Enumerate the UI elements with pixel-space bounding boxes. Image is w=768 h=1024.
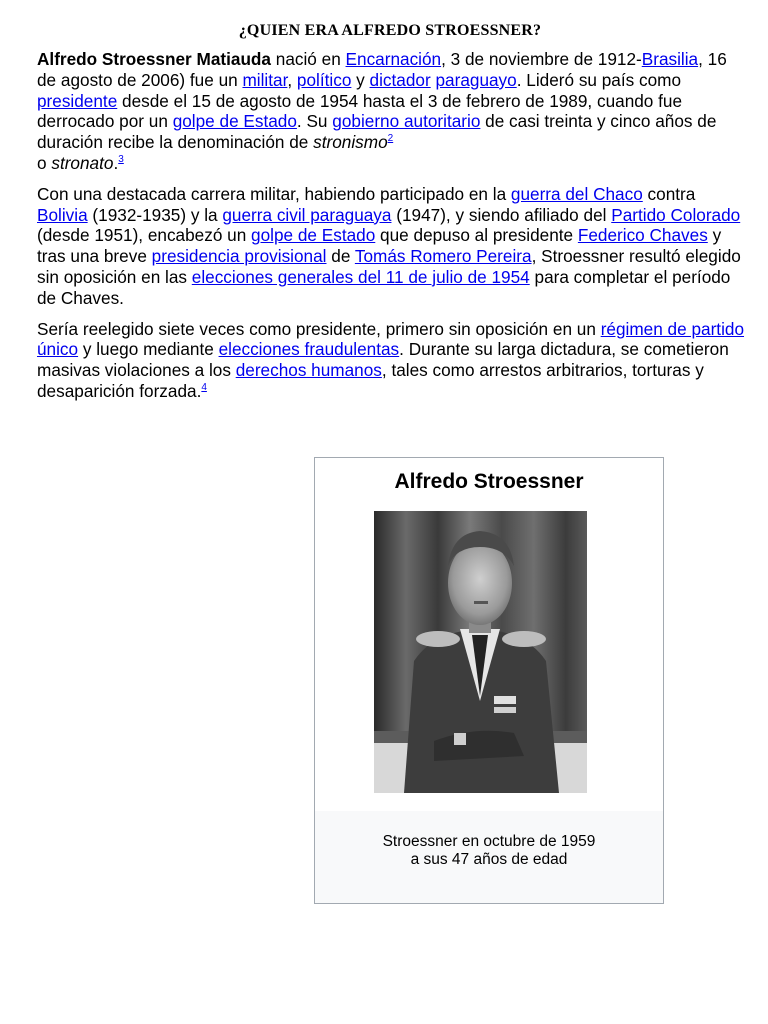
link-encarnacion[interactable]: Encarnación: [345, 49, 442, 69]
link-partido-colorado[interactable]: Partido Colorado: [611, 204, 741, 225]
caption-area: [315, 811, 663, 903]
text: que depuso al presidente: [375, 225, 578, 246]
text: (desde 1951), encabezó un: [37, 225, 252, 246]
text: . Durante su larga dictadura, se cometieron masivas violaciones a los: [37, 339, 729, 381]
text: .: [113, 152, 119, 173]
footnote-3[interactable]: 3: [118, 153, 124, 165]
link-guerra-del-chaco[interactable]: guerra del Chaco: [510, 183, 643, 204]
link-militar[interactable]: militar: [242, 69, 288, 90]
link-elecciones-1954[interactable]: elecciones generales del 11 de julio de 1954: [191, 266, 530, 287]
paragraph-1: [37, 49, 749, 174]
paragraph-2: [37, 184, 749, 309]
text: (1932-1935) y la: [87, 204, 223, 225]
text: Sería reelegido siete veces como presidente, primero sin oposición en un: [37, 318, 601, 339]
text: o: [37, 152, 52, 173]
text: para completar el período de Chaves.: [37, 266, 731, 308]
footnote-2[interactable]: 2: [387, 133, 394, 145]
text: de: [326, 246, 355, 267]
term-stronismo: stronismo: [313, 132, 388, 153]
subject-name: Alfredo Stroessner Matiauda: [37, 49, 271, 69]
footnote-4[interactable]: 4: [201, 381, 207, 393]
link-tomas-romero-pereira[interactable]: Tomás Romero Pereira: [354, 246, 532, 267]
link-regimen-partido-unico[interactable]: régimen de partido único: [37, 318, 745, 360]
link-golpe-de-estado[interactable]: golpe de Estado: [172, 111, 297, 132]
link-politico[interactable]: político: [296, 69, 352, 90]
infobox-title: Alfredo Stroessner: [394, 470, 584, 493]
text: desde el 15 de agosto de 1954 hasta el 3 de febrero de 1989, cuando fue derrocado por un: [37, 90, 683, 132]
link-guerra-civil-paraguaya[interactable]: guerra civil paraguaya: [222, 204, 392, 225]
text: ,: [287, 69, 297, 90]
text: y luego mediante: [78, 339, 219, 360]
link-paraguayo[interactable]: paraguayo: [435, 69, 517, 90]
link-federico-chaves[interactable]: Federico Chaves: [577, 225, 708, 246]
caption-line-1: Stroessner en octubre de 1959: [382, 833, 596, 850]
article-body: [37, 49, 749, 412]
infobox: [314, 457, 664, 904]
paragraph-3: [37, 319, 749, 402]
portrait-photo[interactable]: [374, 511, 587, 793]
photo-caption: [315, 833, 663, 869]
text: de casi treinta y cinco años de duración recibe la denominación de: [37, 111, 717, 153]
term-stronato: stronato: [51, 152, 114, 173]
text: , Stroessner resultó elegido sin oposición en las: [37, 246, 741, 287]
page-title: ¿QUIEN ERA ALFREDO STROESSNER?: [238, 22, 542, 39]
link-bolivia[interactable]: Bolivia: [37, 204, 88, 225]
text: , 3 de noviembre de 1912-: [441, 49, 642, 69]
caption-line-2: a sus 47 años de edad: [410, 851, 568, 868]
link-brasilia[interactable]: Brasilia: [641, 49, 699, 69]
text: Con una destacada carrera militar, habiendo participado en la: [37, 183, 511, 204]
text: . Su: [296, 111, 333, 132]
link-elecciones-fraudulentas[interactable]: elecciones fraudulentas: [218, 339, 400, 360]
link-presidencia-provisional[interactable]: presidencia provisional: [151, 246, 327, 267]
text: (1947), y siendo afiliado del: [391, 204, 612, 225]
text: contra: [642, 183, 696, 204]
link-gobierno-autoritario[interactable]: gobierno autoritario: [332, 111, 481, 132]
link-dictador[interactable]: dictador: [369, 69, 431, 90]
text: nació en: [271, 49, 346, 69]
text: , tales como arrestos arbitrarios, torturas y desaparición forzada.: [37, 360, 704, 401]
link-golpe-de-estado-2[interactable]: golpe de Estado: [251, 225, 376, 246]
text: . Lideró su país como: [516, 69, 682, 90]
text: , 16 de agosto de 2006) fue un: [37, 49, 727, 90]
link-derechos-humanos[interactable]: derechos humanos: [235, 360, 382, 381]
link-presidente[interactable]: presidente: [37, 90, 118, 111]
text: y tras una breve: [37, 225, 722, 267]
text: y: [351, 69, 370, 90]
